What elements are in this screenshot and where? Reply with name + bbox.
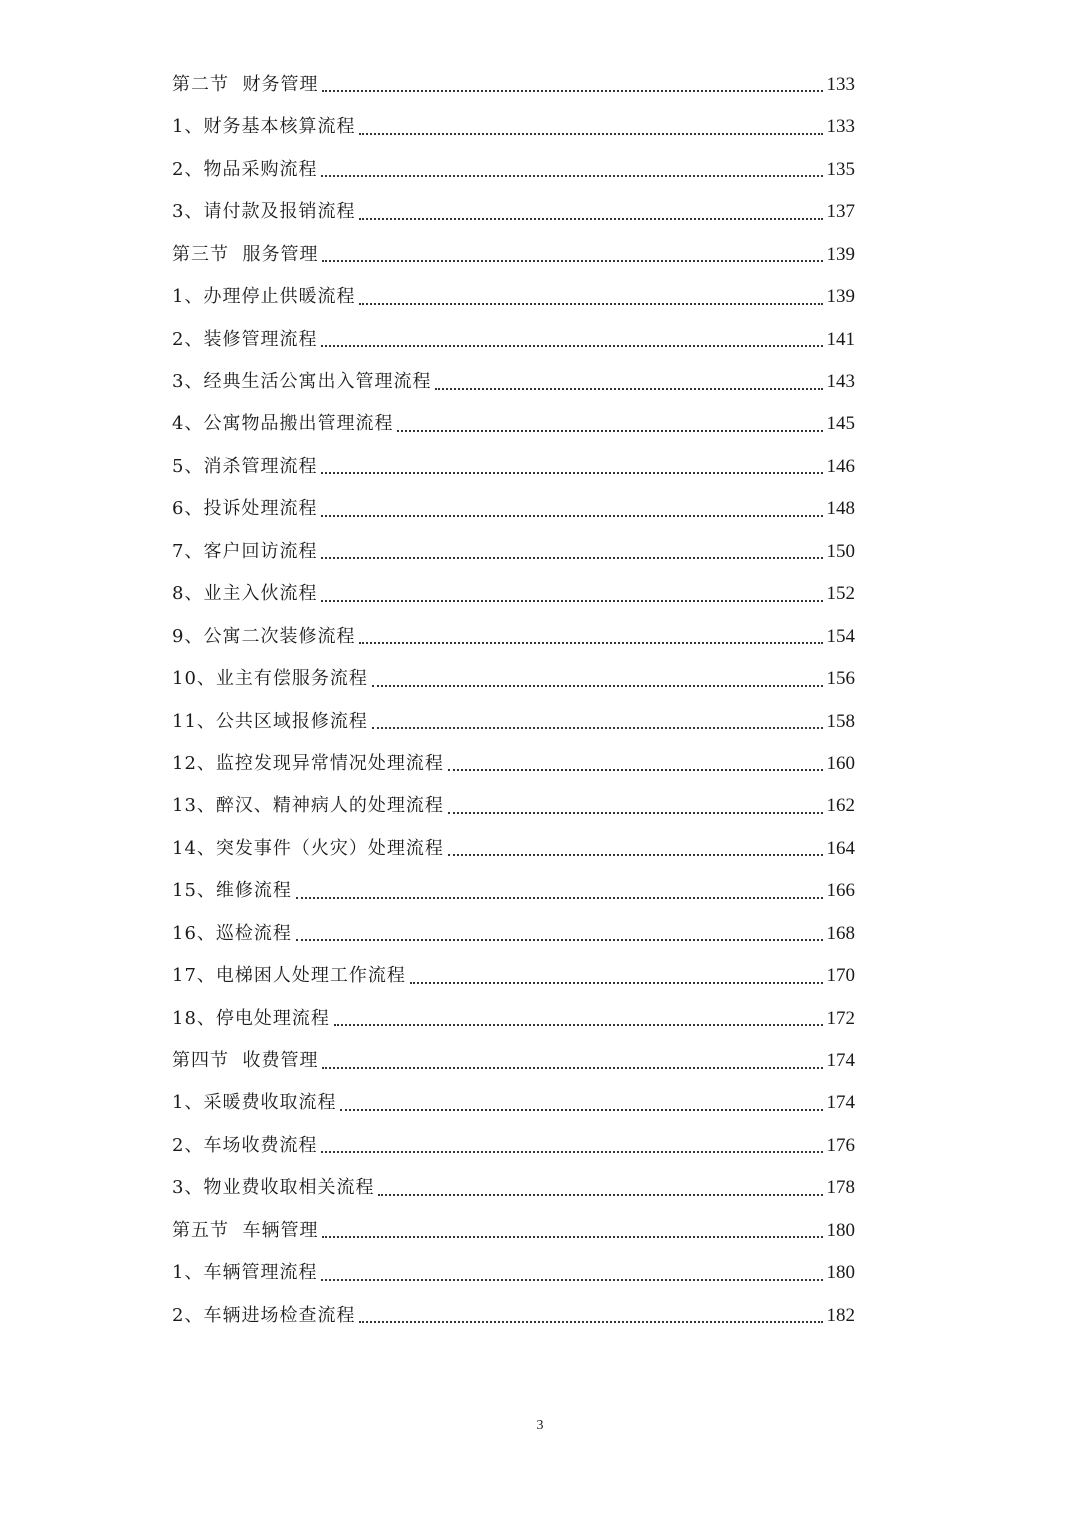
toc-entry-title: 1、采暖费收取流程: [172, 1092, 337, 1114]
toc-entry[interactable]: [172, 701, 855, 743]
toc-entry[interactable]: [172, 870, 855, 912]
dot-leader: [359, 218, 822, 220]
toc-entry-page: 160: [826, 752, 855, 774]
dot-leader: [378, 1194, 822, 1196]
dot-leader: [321, 472, 822, 474]
toc-entry-title: 3、物业费收取相关流程: [172, 1177, 375, 1199]
toc-entry-title: 2、车场收费流程: [172, 1134, 318, 1156]
dot-leader: [340, 1109, 822, 1111]
toc-entry-title: 14、突发事件（火灾）处理流程: [172, 837, 444, 859]
toc-entry[interactable]: [172, 106, 855, 148]
toc-entry-title: 6、投诉处理流程: [172, 498, 318, 520]
toc-entry-page: 174: [826, 1050, 855, 1072]
toc-entry[interactable]: [172, 1210, 855, 1252]
toc-entry-title: 9、公寓二次装修流程: [172, 625, 356, 647]
toc-entry[interactable]: [172, 658, 855, 700]
toc-entry-page: 162: [826, 795, 855, 817]
dot-leader: [321, 557, 822, 559]
toc-entry-page: 141: [826, 328, 855, 350]
toc-entry-title: 第四节 收费管理: [172, 1050, 319, 1072]
toc-entry-title: 3、请付款及报销流程: [172, 201, 356, 223]
toc-entry-page: 152: [826, 583, 855, 605]
toc-entry-page: 178: [826, 1177, 855, 1199]
toc-entry[interactable]: [172, 955, 855, 997]
toc-entry-page: 174: [826, 1092, 855, 1114]
toc-entry[interactable]: [172, 828, 855, 870]
toc-entry[interactable]: [172, 446, 855, 488]
table-of-contents: [172, 64, 855, 1337]
toc-entry-title: 第三节 服务管理: [172, 243, 319, 265]
dot-leader: [448, 812, 823, 814]
dot-leader: [397, 430, 822, 432]
toc-entry[interactable]: [172, 531, 855, 573]
toc-entry[interactable]: [172, 234, 855, 276]
dot-leader: [359, 1321, 822, 1323]
toc-entry-title: 1、车辆管理流程: [172, 1262, 318, 1284]
toc-entry-title: 5、消杀管理流程: [172, 455, 318, 477]
toc-entry-page: 148: [826, 498, 855, 520]
dot-leader: [334, 1024, 823, 1026]
toc-entry[interactable]: [172, 1125, 855, 1167]
dot-leader: [372, 727, 823, 729]
toc-entry-title: 2、装修管理流程: [172, 328, 318, 350]
toc-entry-page: 180: [826, 1219, 855, 1241]
toc-entry-page: 172: [826, 1007, 855, 1029]
dot-leader: [359, 642, 822, 644]
toc-entry[interactable]: [172, 1083, 855, 1125]
dot-leader: [448, 854, 823, 856]
toc-entry[interactable]: [172, 1040, 855, 1082]
toc-entry[interactable]: [172, 1295, 855, 1337]
toc-entry[interactable]: [172, 573, 855, 615]
toc-entry-title: 2、物品采购流程: [172, 158, 318, 180]
toc-entry[interactable]: [172, 404, 855, 446]
toc-entry-page: 156: [826, 668, 855, 690]
toc-entry-page: 150: [826, 540, 855, 562]
toc-entry-page: 168: [826, 922, 855, 944]
toc-entry-page: 133: [826, 73, 855, 95]
toc-entry-page: 143: [826, 371, 855, 393]
toc-entry-page: 135: [826, 158, 855, 180]
toc-entry-title: 10、业主有偿服务流程: [172, 668, 368, 690]
toc-entry-title: 第五节 车辆管理: [172, 1219, 319, 1241]
toc-entry-title: 18、停电处理流程: [172, 1007, 330, 1029]
toc-entry-page: 154: [826, 625, 855, 647]
toc-entry-page: 182: [826, 1304, 855, 1326]
toc-entry[interactable]: [172, 785, 855, 827]
dot-leader: [321, 600, 822, 602]
toc-entry-page: 158: [826, 710, 855, 732]
toc-entry-title: 8、业主入伙流程: [172, 583, 318, 605]
toc-entry-title: 7、客户回访流程: [172, 540, 318, 562]
toc-entry-title: 2、车辆进场检查流程: [172, 1304, 356, 1326]
dot-leader: [359, 133, 822, 135]
toc-entry[interactable]: [172, 1167, 855, 1209]
toc-entry-page: 133: [826, 116, 855, 138]
toc-entry-title: 12、监控发现异常情况处理流程: [172, 752, 444, 774]
toc-entry-title: 1、办理停止供暖流程: [172, 286, 356, 308]
toc-entry[interactable]: [172, 913, 855, 955]
dot-leader: [322, 260, 822, 262]
dot-leader: [296, 897, 823, 899]
toc-entry-page: 137: [826, 201, 855, 223]
toc-entry-title: 13、醉汉、精神病人的处理流程: [172, 795, 444, 817]
toc-entry-title: 11、公共区域报修流程: [172, 710, 368, 732]
toc-entry-page: 139: [826, 243, 855, 265]
toc-entry-title: 16、巡检流程: [172, 922, 292, 944]
toc-entry[interactable]: [172, 64, 855, 106]
dot-leader: [359, 303, 822, 305]
dot-leader: [372, 685, 823, 687]
toc-entry[interactable]: [172, 743, 855, 785]
toc-entry[interactable]: [172, 319, 855, 361]
toc-entry-page: 170: [826, 965, 855, 987]
dot-leader: [322, 1067, 822, 1069]
toc-entry-title: 第二节 财务管理: [172, 73, 319, 95]
dot-leader: [322, 90, 822, 92]
dot-leader: [321, 345, 822, 347]
toc-entry-page: 166: [826, 880, 855, 902]
toc-entry[interactable]: [172, 149, 855, 191]
toc-entry-title: 15、维修流程: [172, 880, 292, 902]
toc-entry[interactable]: [172, 361, 855, 403]
toc-entry-page: 145: [826, 413, 855, 435]
dot-leader: [321, 1151, 822, 1153]
dot-leader: [435, 388, 822, 390]
toc-entry[interactable]: [172, 488, 855, 530]
toc-entry[interactable]: [172, 1252, 855, 1294]
toc-entry-title: 3、经典生活公寓出入管理流程: [172, 371, 432, 393]
toc-entry[interactable]: [172, 616, 855, 658]
toc-entry-page: 164: [826, 837, 855, 859]
toc-entry[interactable]: [172, 276, 855, 318]
toc-entry-page: 146: [826, 455, 855, 477]
dot-leader: [321, 175, 822, 177]
toc-entry-page: 180: [826, 1262, 855, 1284]
page-number: 3: [536, 1418, 544, 1433]
toc-entry[interactable]: [172, 191, 855, 233]
toc-entry-title: 17、电梯困人处理工作流程: [172, 965, 406, 987]
dot-leader: [321, 515, 822, 517]
dot-leader: [410, 982, 823, 984]
dot-leader: [322, 1236, 822, 1238]
toc-entry-title: 4、公寓物品搬出管理流程: [172, 413, 394, 435]
toc-entry[interactable]: [172, 998, 855, 1040]
toc-entry-page: 176: [826, 1134, 855, 1156]
toc-entry-title: 1、财务基本核算流程: [172, 116, 356, 138]
toc-entry-page: 139: [826, 286, 855, 308]
dot-leader: [448, 769, 823, 771]
dot-leader: [321, 1279, 822, 1281]
dot-leader: [296, 939, 823, 941]
